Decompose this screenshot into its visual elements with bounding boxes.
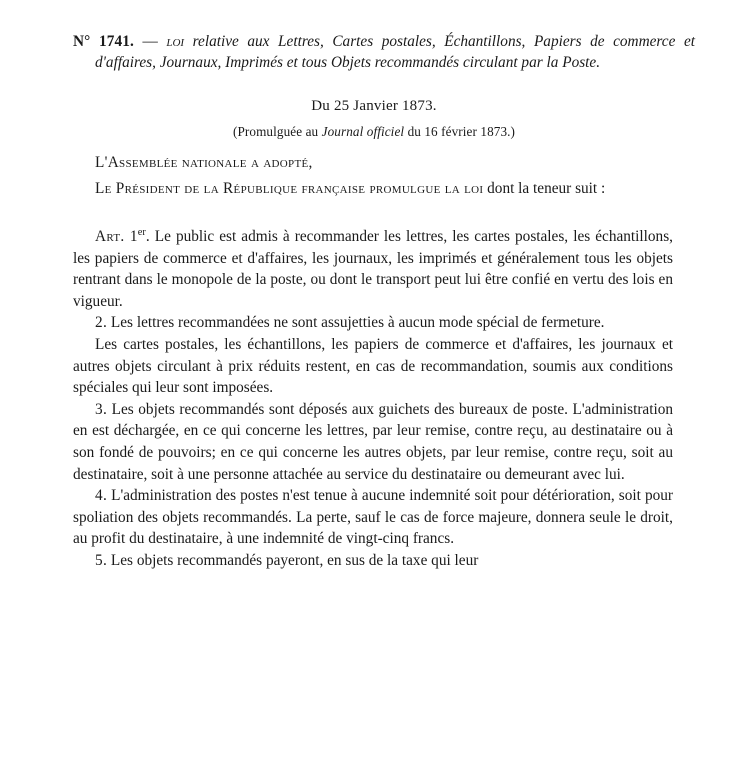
article-paragraph bbox=[73, 312, 673, 334]
article-text: Les cartes postales, les échantillons, les papiers de commerce et d'affaires, les journaux et autres objets circulant à prix réduits restent, en cas de recommandation, soumis aux conditions spéciales qui leur sont imposées. bbox=[73, 335, 673, 397]
law-number: N° 1741. bbox=[73, 33, 134, 50]
journal-officiel-reference: Journal officiel bbox=[321, 124, 405, 139]
article-label: 3. bbox=[95, 400, 108, 418]
title-dash: — bbox=[133, 33, 167, 50]
title-leading-word: loi bbox=[166, 33, 185, 50]
president-promulgation-tail: dont la teneur suit : bbox=[483, 180, 606, 197]
articles-body bbox=[73, 226, 673, 572]
president-promulgation-text: Le Président de la République française promulgue la loi bbox=[95, 180, 484, 197]
promulgation-note bbox=[0, 124, 748, 140]
article-text: Les objets recommandés sont déposés aux guichets des bureaux de poste. L'administration en est déchargée, en ce qui concerne les lettres, par leur remise, contre reçu, au destinataire ou à son fondé de pouvoirs; en ce qui concerne les autres objets, par leur remise, contre reçu, soit au destinataire, soit à une personne attachée au service du destinataire ou demeurant avec lui. bbox=[73, 400, 673, 483]
article-paragraph bbox=[73, 550, 673, 572]
article-text: L'administration des postes n'est tenue à aucune indemnité soit pour détérioration, soit pour spoliation des objets recommandés. La perte, sauf le cas de force majeure, donnera seule le droit, au profit du destinataire, à une indemnité de vingt-cinq francs. bbox=[73, 487, 673, 548]
title-text: relative aux Lettres, Cartes postales, Échantillons, Papiers de commerce et d'affaires, Journaux, Imprimés et tous Objets recommandés circulant par la Poste. bbox=[95, 33, 695, 71]
article-label: 4. bbox=[95, 487, 108, 505]
article-paragraph bbox=[73, 399, 673, 485]
article-paragraph bbox=[73, 334, 673, 399]
article-paragraph bbox=[73, 485, 673, 550]
law-date-line: Du 25 Janvier 1873. bbox=[311, 98, 437, 114]
article-label: Art. 1 bbox=[95, 228, 138, 245]
article-text: Les objets recommandés payeront, en sus de la taxe qui leur bbox=[107, 551, 479, 569]
article-label: 2. bbox=[95, 314, 108, 332]
promulgation-suffix: du 16 février 1873.) bbox=[404, 124, 516, 139]
article-ordinal-suffix: er bbox=[137, 226, 146, 238]
preamble-president-line bbox=[73, 178, 673, 200]
article-text: Le public est admis à recommander les lettres, les cartes postales, les échantillons, les papiers de commerce et d'affaires, les journaux, les imprimés et généralement tous les objets rentrant dans le monopole de la poste, ou dont le transport peut lui être confié en vertu des lois en vigueur. bbox=[73, 228, 673, 310]
assembly-adoption-text: L'Assemblée nationale a adopté, bbox=[95, 154, 313, 171]
promulgation-prefix: (Promulguée au bbox=[232, 124, 322, 139]
law-title-block bbox=[73, 31, 695, 73]
article-label: 5. bbox=[95, 551, 108, 569]
article-paragraph bbox=[73, 226, 673, 312]
article-label-tail: . bbox=[145, 228, 150, 245]
preamble-assembly-line bbox=[73, 152, 673, 174]
article-text: Les lettres recommandées ne sont assujetties à aucun mode spécial de fermeture. bbox=[107, 314, 605, 332]
